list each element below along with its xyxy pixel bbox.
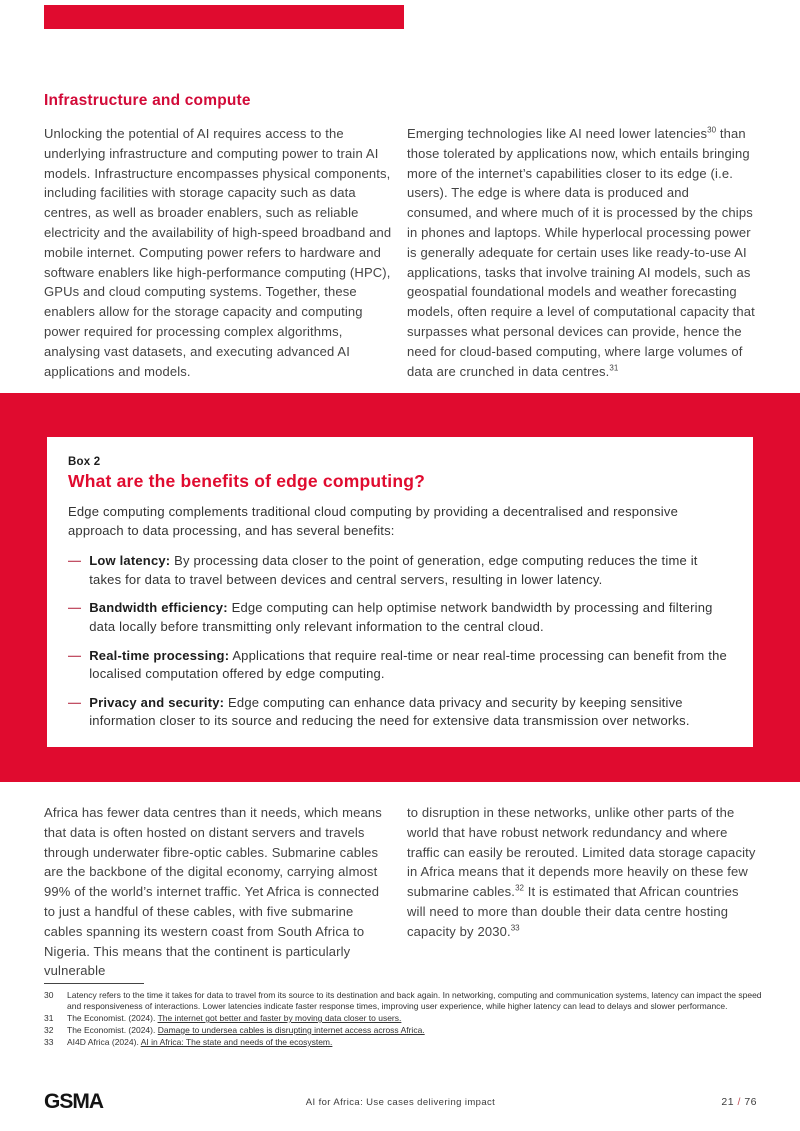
footnote-divider bbox=[44, 983, 144, 984]
body-paragraph bbox=[407, 803, 756, 942]
footer-doc-title: AI for Africa: Use cases delivering impact bbox=[305, 1096, 496, 1108]
paragraph-text: It is estimated that African countries will need to more than double their data centre hosting capacity by 2030. bbox=[407, 884, 739, 939]
footnote-source: AI4D Africa (2024). bbox=[67, 1037, 141, 1047]
page-indicator bbox=[721, 1096, 757, 1108]
benefit-label: Privacy and security: bbox=[89, 694, 225, 710]
footnotes-section bbox=[44, 983, 766, 1049]
footnote-row-33 bbox=[44, 1037, 766, 1048]
footnote-number: 30 bbox=[44, 990, 54, 1000]
bullet-dash-icon: — bbox=[68, 647, 82, 663]
footnote-text bbox=[67, 1025, 425, 1036]
callout-box bbox=[47, 437, 753, 747]
paragraph-text: to disruption in these networks, unlike other parts of the world that have robust network redundancy and where traffic can easily be rerouted. Limited data storage capacity in Africa means that it depends more heavily on these few submarine cables. bbox=[407, 805, 756, 900]
benefit-content bbox=[89, 694, 729, 731]
benefit-content bbox=[89, 552, 729, 589]
footnote-number: 32 bbox=[44, 1025, 54, 1035]
intro-columns bbox=[44, 124, 757, 381]
benefit-label: Low latency: bbox=[89, 553, 171, 569]
benefit-text: By processing data closer to the point of generation, edge computing reduces the time it takes for data to travel between devices and central servers, resulting in lower latency. bbox=[89, 553, 698, 587]
bullet-dash-icon: — bbox=[68, 694, 82, 710]
after-box-section bbox=[44, 803, 757, 981]
benefit-text: Edge computing can enhance data privacy and security by keeping sensitive information closer to its source and reducing the need for extensive data transmission over networks. bbox=[89, 694, 690, 729]
footnote-ref-30: 30 bbox=[707, 125, 717, 135]
footnote-link[interactable]: The internet got better and faster by moving data closer to users. bbox=[157, 1013, 402, 1023]
body-paragraph: Unlocking the potential of AI requires access to the underlying infrastructure and computing power to train AI models. Infrastructure encompasses physical components, including facilities with storage capacity such as data centres, as well as broader enablers, such as reliable electricity and the availability of high-speed broadband and mobile internet. Computing power refers to hardware and software enablers like high-performance computing (HPC), GPUs and cloud computing systems. Together, these enablers allow for the storage capacity and computing power required for processing complex algorithms, analysing vast datasets, and executing advanced AI applications and models. bbox=[44, 126, 392, 379]
footnote-source: The Economist. (2024). bbox=[67, 1025, 158, 1035]
bullet-dash-icon: — bbox=[68, 553, 82, 569]
footnote-text bbox=[67, 1037, 332, 1048]
box-title: What are the benefits of edge computing? bbox=[68, 471, 426, 491]
gsma-logo: GSMA bbox=[44, 1090, 103, 1113]
column-left bbox=[44, 803, 393, 981]
benefit-label: Bandwidth efficiency: bbox=[89, 600, 228, 616]
benefit-item-bandwidth-efficiency bbox=[68, 599, 729, 636]
bullet-dash-icon: — bbox=[68, 600, 82, 616]
box-label: Box 2 bbox=[68, 456, 101, 468]
paragraph-text: than those tolerated by applications now, which entails bringing more of the internet’s capabilities closer to its edge (i.e. users). The edge is where data is produced and consumed, and where much of it is processed by the chips in phones and laptops. While hyperlocal processing power is generally adequate for certain uses like ready-to-use AI applications, tasks that involve training AI models, such as geospatial foundational models and weather forecasting models, often require a level of computational capacity that surpasses what personal devices can provide, hence the need for cloud-based computing, where large volumes of data are crunched in data centres. bbox=[407, 126, 755, 379]
footnote-number: 33 bbox=[44, 1037, 54, 1047]
bottom-columns bbox=[44, 803, 757, 981]
page-footer bbox=[44, 1088, 757, 1116]
footnote-ref-32: 32 bbox=[515, 883, 524, 893]
column-left bbox=[44, 124, 393, 381]
benefits-list bbox=[68, 552, 729, 731]
column-right bbox=[407, 803, 756, 981]
footnote-text bbox=[67, 1013, 401, 1024]
paragraph-text: Emerging technologies like AI need lower latencies bbox=[407, 126, 708, 141]
footnote-source: The Economist. (2024). bbox=[67, 1013, 158, 1023]
section-heading: Infrastructure and compute bbox=[44, 92, 251, 109]
page-total: 76 bbox=[744, 1096, 757, 1108]
footnote-row-30 bbox=[44, 990, 766, 1012]
footnote-row-32 bbox=[44, 1025, 766, 1036]
body-paragraph bbox=[407, 124, 756, 381]
benefit-content bbox=[89, 647, 729, 684]
column-right bbox=[407, 124, 756, 381]
benefit-item-real-time-processing bbox=[68, 647, 729, 684]
benefit-item-privacy-security bbox=[68, 694, 729, 731]
page-slash: / bbox=[737, 1096, 741, 1108]
body-paragraph: Africa has fewer data centres than it needs, which means that data is often hosted on distant servers and travels through underwater fibre-optic cables. Submarine cables are the backbone of the digital economy, carrying almost 99% of the world’s internet traffic. Yet Africa is connected to just a handful of these cables, with five submarine cables spanning its western coast from South Africa to Nigeria. This means that the continent is particularly vulnerable bbox=[44, 805, 382, 979]
benefit-content bbox=[89, 599, 729, 636]
box-intro: Edge computing complements traditional cloud computing by providing a decentralised and responsive approach to data processing, and has several benefits: bbox=[68, 504, 679, 538]
footnote-ref-31: 31 bbox=[609, 363, 619, 373]
benefit-text: Applications that require real-time or near real-time processing can benefit from the localised computation offered by edge computing. bbox=[89, 647, 727, 682]
footnote-number: 31 bbox=[44, 1013, 54, 1023]
intro-section bbox=[44, 92, 757, 381]
footnote-ref-33: 33 bbox=[510, 923, 520, 933]
top-accent-bar bbox=[44, 5, 404, 29]
footnote-text: Latency refers to the time it takes for data to travel from its source to its destination and back again. In networking, computing and communication systems, latency can impact the speed and responsiveness of interactions. Lower latencies indicate faster response times, improving user experience, while higher latency can lead to delays and slower performance. bbox=[67, 990, 762, 1011]
benefit-item-low-latency bbox=[68, 552, 729, 589]
footnote-link[interactable]: AI in Africa: The state and needs of the ecosystem. bbox=[140, 1037, 333, 1047]
benefit-label: Real-time processing: bbox=[89, 647, 230, 663]
footnote-row-31 bbox=[44, 1013, 766, 1024]
page-number: 21 bbox=[721, 1096, 735, 1108]
benefit-text: Edge computing can help optimise network bandwidth by processing and filtering data locally before transmitting only relevant information to the central cloud. bbox=[89, 600, 713, 634]
highlight-band bbox=[0, 393, 800, 782]
footnote-link[interactable]: Damage to undersea cables is disrupting internet access across Africa. bbox=[157, 1025, 425, 1035]
